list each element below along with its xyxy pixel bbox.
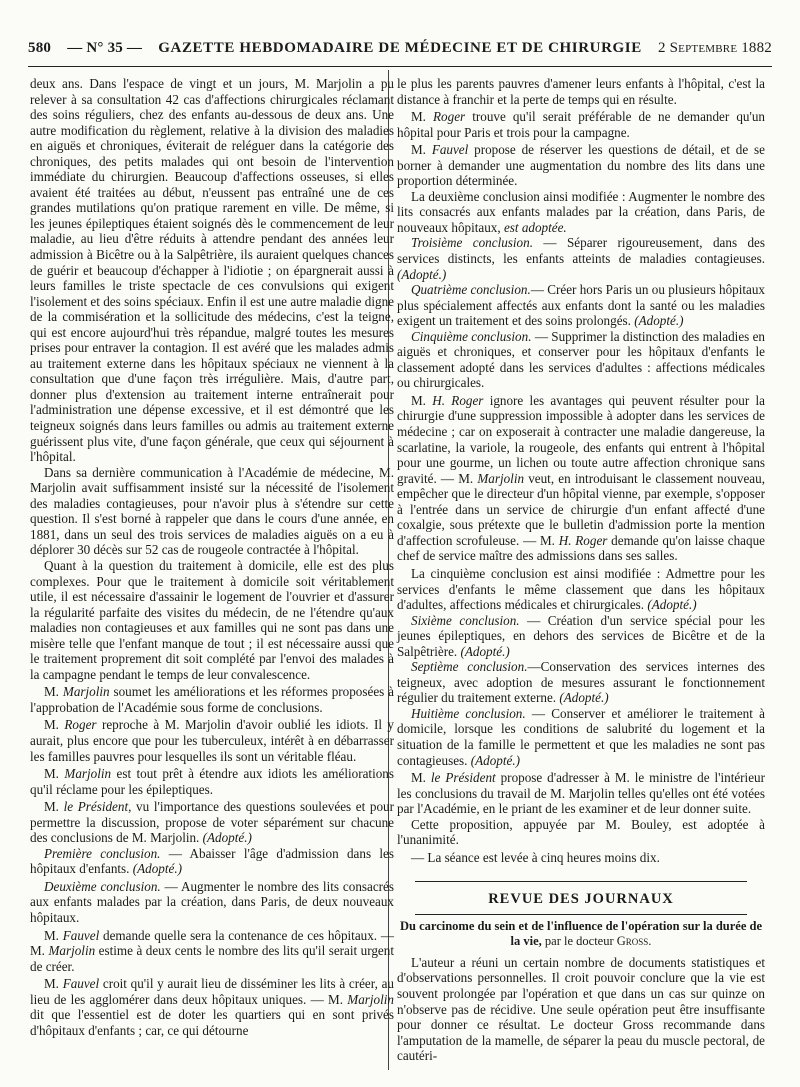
paragraph-text: — Augmenter le nombre des lits consacrés aux enfants malades par la création, dans Paris, de deux nouveaux hôpitaux. — [30, 878, 394, 925]
adopted-note: (Adopté.) — [397, 266, 447, 282]
paragraph-text: — Conserver et améliorer le traitement à domicile, lorsque les conditions de salubrité du logement et la situation de la famille le permettent et que les maladies ne sont pas contagieuses. — [397, 705, 765, 768]
paragraph: M. le Président, vu l'importance des questions soulevées et pour permettre la discussion, propose de voter séparément sur chacune des conclusions de M. Marjolin. (Adopté.) — [30, 799, 394, 846]
speaker-name: Fauvel — [431, 142, 469, 158]
paragraph — [397, 189, 765, 236]
paragraph: M. Marjolin soumet les améliorations et les réformes proposées à l'approbation de l'Académie sous forme de conclusions. — [30, 684, 394, 715]
conclusion-label: Sixième conclusion. — [411, 612, 520, 628]
paragraph: Quant à la question du traitement à domicile, elle est des plus complexes. Pour que le traitement à domicile soit véritablement utile, il est nécessaire d'assainir le logement de l'ouvrier et d'assurer la régularité parfaite des visites du médecin, de ne l'étendre qu'aux maladies non contagieuses et aux familles qui ne sont pas dans une misère telle que l'enfant manque de tout ; il est nécessaire aussi que le traitement proprement dit soit complété par l'envoi des malades à la campagne pendant le temps de leur convalescence. — [30, 557, 394, 682]
header-rule — [28, 66, 772, 67]
paragraph: M. Roger trouve qu'il serait préférable de ne demander qu'un hôpital pour Paris et trois pour la campagne. — [397, 109, 765, 140]
paragraph: Dans sa dernière communication à l'Académie de médecine, M. Marjolin avait suffisamment insisté sur la nécessité de l'isolement des maladies contagieuses, pour n'avoir plus à s'étendre sur cette question. Il s'est borné à rappeler que dans le cours d'une année, en 1881, dans un seul des trois services de maladies aiguës on a eu à déplorer 30 décès sur 52 cas de rougeole contractée à l'hôpital. — [30, 464, 394, 558]
conclusion-label: Septième conclusion. — [411, 659, 528, 675]
adopted-note: est adoptée. — [503, 219, 567, 235]
speaker-name: Fauvel — [62, 927, 100, 943]
paragraph-text: — Supprimer la distinction des maladies en aiguës et chroniques, et conserver pour les hôpitaux d'enfants le classement adopté dans les services d'adultes : affections médicales ou chirurgicales. — [397, 328, 766, 391]
paragraph-text: La cinquième conclusion est ainsi modifiée : Admettre pour les services d'enfants le même classement que dans les hôpitaux d'adultes, affections médicales et chirurgicales. — [397, 565, 765, 613]
paragraph — [397, 282, 765, 329]
paragraph-text: demande qu'on laisse chaque chef de service maître des admissions dans ses salles. — [397, 532, 765, 564]
paragraph: M. Marjolin est tout prêt à étendre aux idiots les améliorations qu'il réclame pour les épileptiques. — [30, 766, 394, 797]
paragraph-text: — Séparer rigoureusement, dans des services distincts, les enfants atteints de maladies contagieuses. — [397, 235, 765, 267]
paragraph-text: , vu l'importance des questions soulevées et pour permettre la discussion, propose de voter séparément sur chacune des conclusions de M. Marjolin. — [30, 799, 394, 846]
paragraph-text: trouve qu'il serait préférable de ne demander qu'un hôpital pour Paris et trois pour la campagne. — [397, 109, 765, 140]
paragraph — [397, 613, 765, 660]
conclusion-label: Troisième conclusion. — [411, 235, 533, 251]
speaker-name: Marjolin — [64, 766, 112, 782]
paragraph: M. Fauvel propose de réserver les questions de détail, et de se borner à demander une augmentation du nombre des lits dans une proportion déterminée. — [397, 142, 765, 189]
speaker-name: Roger — [64, 717, 97, 733]
paragraph-text: La deuxième conclusion ainsi modifiée : Augmenter le nombre des lits consacrés aux enfants malades par la création, dans Paris, de nouveaux hôpitaux, — [397, 188, 765, 235]
paragraph: M. H. Roger ignore les avantages qui peuvent résulter pour la chirurgie d'une suppression impossible à adopter dans les services de médecine ; car on exposerait à contracter une maladie dangereuse, la scarlatine, la variole, la rougeole, des enfants qui entrent à l'hôpital pour une gourme, un lichen ou toute autre affection chronique sans gravité. — M. Marjolin veut, en introduisant le classement nouveau, empêcher que le directeur d'un hôpital vienne, par exemple, s'opposer à l'entrée dans un service de chirurgie d'un enfant affecté d'une coxalgie, sous prétexte que le bulletin d'admission porte la mention d'affection scrofuleuse. — M. H. Roger demande qu'on laisse chaque chef de service maître des admissions dans ses salles. — [397, 392, 765, 564]
date-day: 2 — [657, 40, 666, 56]
session-close: — La séance est levée à cinq heures moins dix. — [411, 849, 660, 865]
adopted-note: (Adopté.) — [202, 830, 252, 846]
conclusion-label: Cinquième conclusion. — [411, 328, 532, 344]
speaker-name: Roger — [433, 109, 466, 125]
speaker-name: Fauvel — [62, 976, 100, 992]
paragraph-text: —Conservation des services internes des teigneux, avec adoption de mesures assurant le fonctionnement régulier du traitement externe. — [397, 659, 765, 706]
paragraph: M. Fauvel croit qu'il y aurait lieu de disséminer les lits à créer, au lieu de les agglomérer dans deux hôpitaux uniques. — M. Marjolin dit que l'essentiel est de doter les quartiers qui en sont privés d'hôpitaux d'enfants ; car, ce qui détourne — [30, 976, 394, 1038]
paragraph: Cette proposition, appuyée par M. Bouley, est adoptée à l'unanimité. — [397, 816, 765, 848]
speaker-name: H. Roger — [432, 392, 484, 408]
date-year: 1882 — [741, 40, 772, 56]
paragraph: M. Fauvel demande quelle sera la contenance de ces hôpitaux. — M. Marjolin estime à deux cents le nombre des lits qu'il serait urgent de créer. — [30, 927, 394, 974]
paragraph — [397, 659, 765, 706]
page-header — [28, 40, 772, 62]
paragraph: le plus les parents pauvres d'amener leurs enfants à l'hôpital, c'est la distance à franchir et la perte de temps qui en résulte. — [397, 76, 765, 107]
paragraph-text: demande quelle sera la contenance de ces hôpitaux. — M. — [30, 927, 394, 959]
page-number: 580 — [28, 40, 52, 56]
paragraph-text: — Abaisser l'âge d'admission dans les hôpitaux d'enfants. — [30, 845, 394, 877]
paragraph-text: propose d'adresser à M. le ministre de l'intérieur les conclusions du travail de M. Marjolin telles qu'elles ont été votées par l'Académie, en le priant de les examiner et de leur donner suite. — [397, 770, 765, 817]
paragraph-text: estime à deux cents le nombre des lits qu'il serait urgent de créer. — [30, 943, 394, 974]
left-column — [30, 76, 394, 1038]
conclusion-label: Deuxième conclusion. — [44, 878, 161, 894]
paragraph — [397, 706, 765, 768]
paragraph: M. Roger reproche à M. Marjolin d'avoir oublié les idiots. Il y aurait, plus encore que pour les tuberculeux, intérêt à en débarrasser les familles pauvres pour lesquelles ils sont un véritable fléau. — [30, 717, 394, 764]
paragraph-text: — Création d'un service spécial pour les jeunes épileptiques, en dehors des services de Bicêtre et de la Salpêtrière. — [397, 612, 765, 659]
right-column — [397, 76, 765, 1064]
paragraph — [30, 846, 394, 877]
paragraph: M. le Président propose d'adresser à M. le ministre de l'intérieur les conclusions du travail de M. Marjolin telles qu'elles ont été votées par l'Académie, en le priant de les examiner et de leur donner suite. — [397, 770, 765, 817]
paragraph-text: reproche à M. Marjolin d'avoir oublié les idiots. Il y aurait, plus encore que pour les tuberculeux, intérêt à en débarrasser les familles pauvres pour lesquelles ils sont un véritable fléau. — [30, 717, 394, 764]
adopted-note: (Adopté.) — [559, 690, 609, 706]
paragraph-text: ignore les avantages qui peuvent résulter pour la chirurgie d'une suppression impossible à adopter dans les services de médecine ; car on exposerait à contracter une maladie dangereuse, la scarlatine, la variole, la rougeole, des enfants qui entrent à l'hôpital pour une gourme, un lichen ou toute autre affection chronique sans gravité. — M. — [397, 392, 765, 486]
paragraph-text: — Créer hors Paris un ou plusieurs hôpitaux plus spécialement affectés aux enfants dont la santé ou les maladies exigent un traitement et des soins prolongés. — [397, 282, 765, 329]
adopted-note: (Adopté.) — [470, 752, 520, 768]
adopted-note: (Adopté.) — [647, 597, 697, 613]
section-rule-top — [415, 881, 746, 882]
paragraph — [397, 329, 765, 391]
paragraph: deux ans. Dans l'espace de vingt et un jours, M. Marjolin a pu relever à sa consultation 42 cas d'affections chirurgicales réclamant des soins réguliers, chez des enfants au-dessous de deux ans. Une autre modification du règlement, relative à la division des maladies en aiguës et chroniques, éviterait de reléguer dans la catégorie des chroniques, des petits malades qui ont besoin de l'intervention immédiate du chirurgien. Beaucoup d'affections osseuses, si elles avaient été traitées au début, n'eussent pas entraîné une de ces grandes mutilations qu'on pratique rarement en ville. De même, si les jeunes épileptiques étaient soignés dès le commencement de leur maladie, au lieu d'être réduits à attendre pendant des années leur admission à Bicêtre ou à la Salpêtrière, ils auraient quelques chances de guérir et beaucoup d'échapper à l'idiotie ; on épargnerait aussi à leurs familles le triste spectacle de ces convulsions qui exigent l'isolement et des soins spéciaux. Enfin il est une autre maladie digne de la commisération et la sollicitude des médecins, c'est la teigne, qui est encore aujourd'hui très répandue, malgré toutes les mesures prises pour entraver la contagion. Il est avéré que les malades admis au traitement externe dans les hôpitaux spéciaux ne viennent à la consultation que d'une façon très irrégulière. Mais, d'autre part, donner plus d'extension au traitement interne entraînerait pour l'administration une dépense excessive, et il est démontré que les teigneux soignés dans leurs familles ou admis au traitement externe guérissent plus vite, d'une façon générale, que ceux qui séjournent à l'hôpital. — [30, 76, 394, 465]
conclusion-label: Première conclusion. — [44, 845, 161, 861]
journal-title: GAZETTE HEBDOMADAIRE DE MÉDECINE ET DE CHIRURGIE — [158, 40, 642, 56]
date-month: Septembre — [669, 40, 738, 56]
speaker-name: H. Roger — [558, 532, 608, 548]
issue-date — [658, 40, 772, 57]
paragraph-text: croit qu'il y aurait lieu de disséminer les lits à créer, au lieu de les agglomérer dans deux hôpitaux uniques. — M. — [30, 976, 394, 1007]
speaker-name: Marjolin — [477, 470, 525, 486]
article-author-prefix: par le docteur — [541, 933, 617, 948]
paragraph-text: dit que l'essentiel est de doter les quartiers qui en sont privés d'hôpitaux d'enfants ; car, ce qui détourne — [30, 1007, 394, 1038]
speaker-name: le Président — [63, 799, 129, 815]
issue-number: — N° 35 — — [67, 40, 143, 56]
article-title-text: Du carcinome du sein et de l'influence de l'opération sur la durée de la vie, — [399, 918, 763, 948]
adopted-note: (Adopté.) — [460, 643, 510, 659]
paragraph — [397, 235, 765, 282]
paragraph-text: veut, en introduisant le classement nouveau, empêcher que le directeur d'un hôpital vienne, par exemple, s'opposer à l'entrée dans un service de chirurgie d'un enfant affecté d'une coxalgie, sous prétexte que le bulletin d'admission porte la mention d'affection scrofuleuse. — M. — [397, 470, 765, 548]
adopted-note: (Adopté.) — [132, 861, 182, 877]
paragraph-text: est tout prêt à étendre aux idiots les améliorations qu'il réclame pour les épileptiques. — [30, 766, 394, 797]
adopted-note: (Adopté.) — [634, 313, 684, 329]
speaker-name: le Président — [430, 770, 496, 786]
conclusion-label: Quatrième conclusion. — [411, 282, 531, 298]
paragraph — [397, 566, 765, 613]
paragraph-text: soumet les améliorations et les réformes proposées à l'approbation de l'Académie sous forme de conclusions. — [30, 684, 394, 715]
speaker-name: Marjolin — [62, 684, 110, 700]
paragraph: L'auteur a réuni un certain nombre de documents statistiques et d'observations personnelles. Il croit pouvoir conclure que la vie est souvent prolongée par l'opération et que dans un cas sur quinze on n'observe pas de récidive. Une seule opération peut être insuffisante pour donner ce résultat. Le docteur Gross recommande dans l'amputation de la mamelle, de séparer la peau du muscle pectoral, de cautéri- — [397, 954, 765, 1064]
conclusion-label: Huitième conclusion. — [411, 705, 526, 721]
paragraph-text: propose de réserver les questions de détail, et de se borner à demander une augmentation du nombre des lits dans une proportion déterminée. — [397, 142, 765, 189]
article-title — [397, 919, 765, 949]
speaker-name: Marjolin — [48, 943, 96, 959]
section-rule-bottom — [415, 914, 746, 915]
article-author: Gross. — [616, 933, 652, 948]
speaker-name: Marjolin — [347, 991, 394, 1007]
section-title: REVUE DES JOURNAUX — [488, 891, 674, 908]
paragraph — [30, 879, 394, 926]
